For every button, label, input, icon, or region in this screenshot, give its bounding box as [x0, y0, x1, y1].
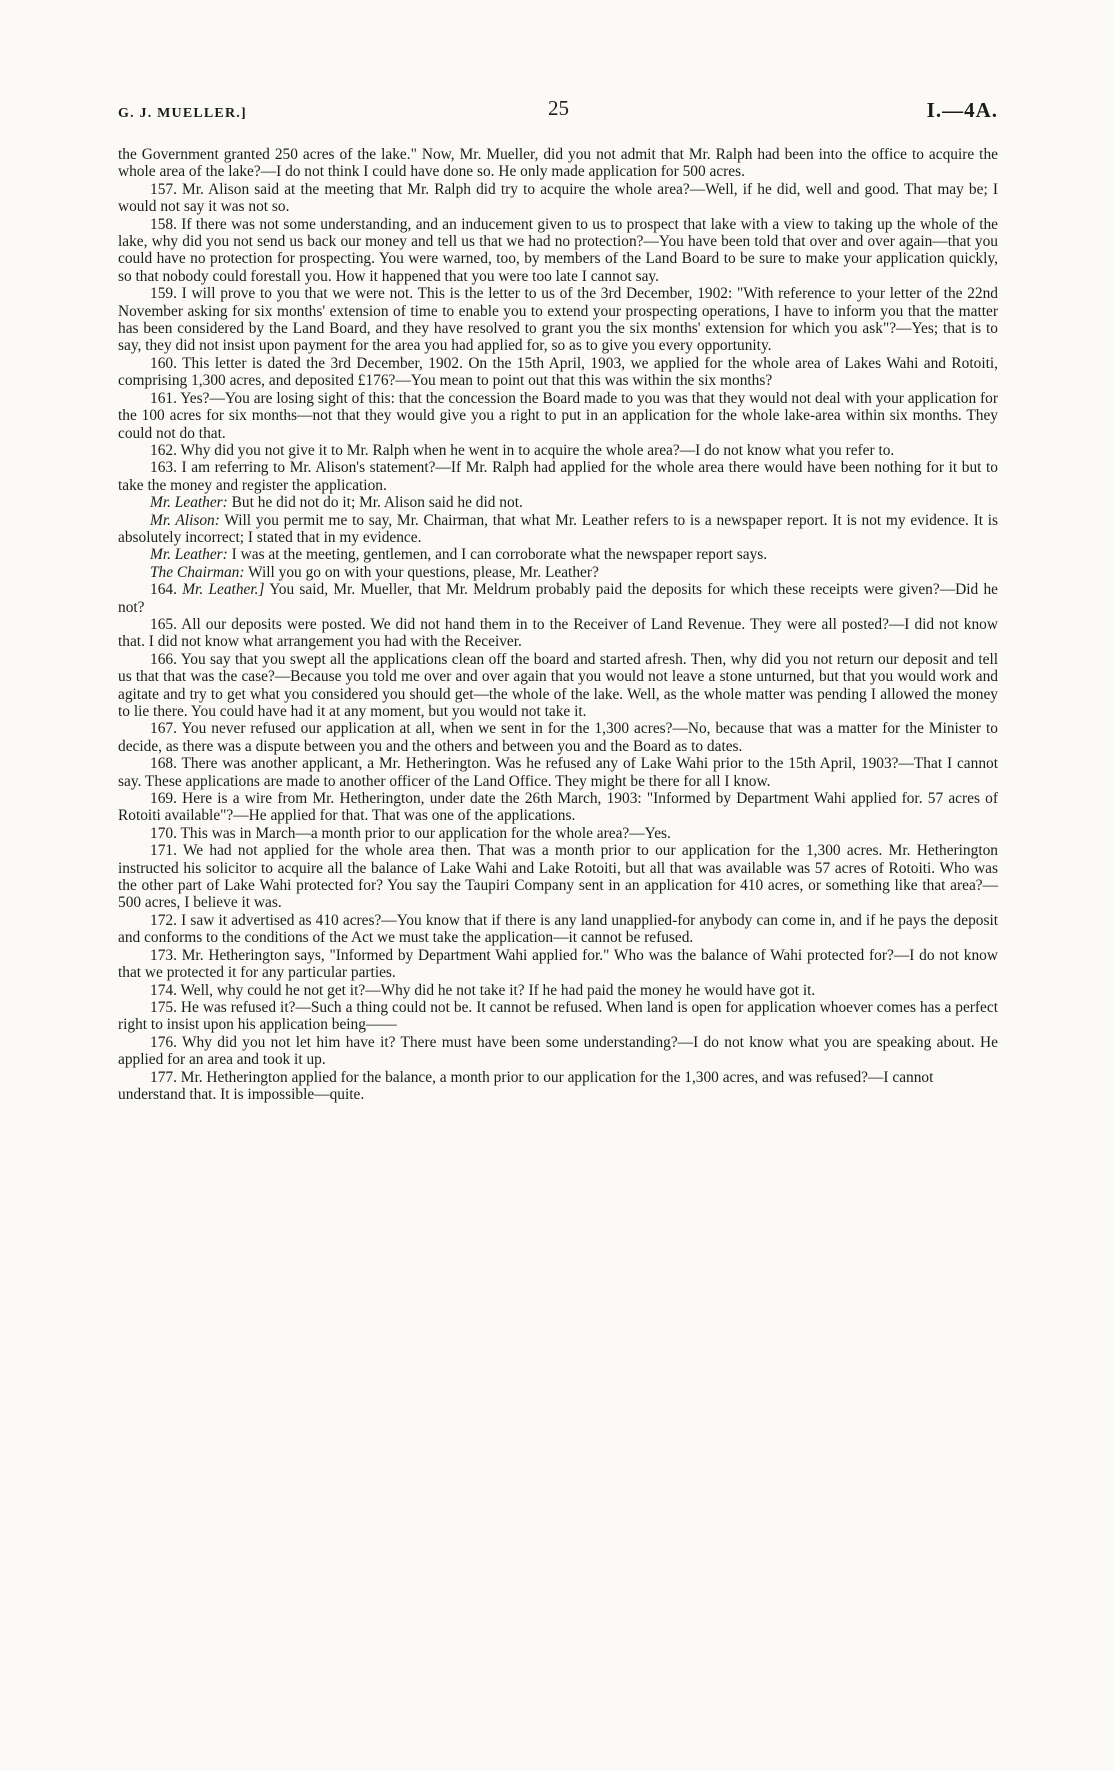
paragraph-text: 162. Why did you not give it to Mr. Ralph when he went in to acquire the whole area?—I do not know what you refer to. [150, 441, 895, 459]
paragraph [118, 912, 998, 947]
evidence-text [118, 146, 998, 1103]
paragraph-text: 170. This was in March—a month prior to our application for the whole area?—Yes. [150, 824, 671, 842]
paragraph-text: 173. Mr. Hetherington says, "Informed by Department Wahi applied for." Who was the balance of Wahi protected for?—I do not know that we protected it for any particular parties. [118, 946, 998, 982]
paragraph [118, 1069, 998, 1104]
paragraph [118, 999, 998, 1034]
paragraph [118, 564, 998, 581]
paragraph-text: 175. He was refused it?—Such a thing could not be. It cannot be refused. When land is open for application whoever comes has a perfect right to insist upon his application being—— [118, 998, 998, 1034]
paragraph [118, 512, 998, 547]
paragraph [118, 755, 998, 790]
speaker-label: Mr. Alison: [150, 511, 220, 529]
paragraph-text: 161. Yes?—You are losing sight of this: that the concession the Board made to you was that they would not deal with your application for the 100 acres for six months—not that they would give you a right to put in an application for the whole lake-area within six months. They could not do that. [118, 389, 998, 442]
paragraph [118, 825, 998, 842]
paragraph-text: Will you go on with your questions, please, Mr. Leather? [248, 563, 599, 581]
paragraph [118, 285, 998, 355]
paragraph-text: 172. I saw it advertised as 410 acres?—You know that if there is any land unapplied-for anybody can come in, and if he pays the deposit and conforms to the conditions of the Act we must take the application—it cannot be refused. [118, 911, 998, 947]
paragraph [118, 494, 998, 511]
paragraph [118, 581, 998, 616]
paragraph [118, 390, 998, 442]
paragraph-text: the Government granted 250 acres of the lake." Now, Mr. Mueller, did you not admit that Mr. Ralph had been into the office to acquire the whole area of the lake?—I do not think I could have done so. He only made application for 500 acres. [118, 146, 998, 181]
page-header [118, 96, 998, 128]
paragraph-text: 177. Mr. Hetherington applied for the balance, a month prior to our application for the 1,300 acres, and was refused?—I cannot understand that. It is impossible—quite. [118, 1068, 934, 1103]
paragraph [118, 546, 998, 563]
paragraph [118, 982, 998, 999]
speaker-label: The Chairman: [150, 563, 245, 581]
paragraph-text: 165. All our deposits were posted. We did not hand them in to the Receiver of Land Revenue. They were all posted?—I did not know that. I did not know what arrangement you had with the Receiver. [118, 615, 998, 651]
paragraph-text: You said, Mr. Mueller, that Mr. Meldrum probably paid the deposits for which these receipts were given?—Did he not? [118, 581, 998, 616]
paragraph-text: 159. I will prove to you that we were not. This is the letter to us of the 3rd December, 1902: "With reference to your letter of the 22nd November asking for six months' extension of time to enable you to extend your prospecting operations, I have to inform you that the matter has been considered by the Land Board, and they have resolved to grant you the six months' extension for which you ask"?—Yes; that is to say, they did not insist upon payment for the area you had applied for, so as to give you every opportunity. [118, 285, 998, 355]
paragraph [118, 181, 998, 216]
paragraph [118, 947, 998, 982]
paper-reference: I.—4A. [926, 98, 998, 122]
paragraph-text: 166. You say that you swept all the applications clean off the board and started afresh. Then, why did you not return our deposit and tell us that that was the case?—Because you told me over and over again that you would not leave a stone unturned, but that you would work and agitate and try to get what you considered you should get—the whole of the lake. Well, as the whole matter was pending I allowed the money to lie there. You could have had it at any moment, but you would not take it. [118, 650, 998, 720]
paragraph [118, 442, 998, 459]
paragraph-text: 174. Well, why could he not get it?—Why did he not take it? If he had paid the money he would have got it. [150, 981, 816, 999]
paragraph-text: Will you permit me to say, Mr. Chairman, that what Mr. Leather refers to is a newspaper report. It is not my evidence. It is absolutely incorrect; I stated that in my evidence. [118, 511, 998, 546]
paragraph-text: 169. Here is a wire from Mr. Hetherington, under date the 26th March, 1903: "Informed by Department Wahi applied for. 57 acres of Rotoiti available"?—He applied for that. That was one of the applications. [118, 790, 998, 825]
speaker-label: Mr. Leather: [150, 494, 228, 512]
witness-name: G. J. MUELLER.] [118, 106, 247, 121]
speaker-label: Mr. Leather.] [182, 581, 265, 599]
speaker-label: Mr. Leather: [150, 546, 228, 564]
paragraph [118, 355, 998, 390]
paragraph [118, 720, 998, 755]
paragraph-text: 158. If there was not some understanding, and an inducement given to us to prospect that lake with a view to taking up the whole of the lake, why did you not send us back our money and tell us that we had no protection?—You have been told that over and over again—that you could have no protection for prospecting. You were warned, too, by members of the Land Board to be sure to make your application quickly, so that nobody could forestall you. How it happened that you were too late I cannot say. [118, 215, 998, 285]
paragraph [118, 146, 998, 181]
paragraph [118, 616, 998, 651]
paragraph-text: But he did not do it; Mr. Alison said he did not. [231, 494, 523, 512]
paragraph [118, 790, 998, 825]
paragraph [118, 1034, 998, 1069]
paragraph-text: 167. You never refused our application at all, when we sent in for the 1,300 acres?—No, because that was a matter for the Minister to decide, as there was a dispute between you and the others and between you and the Board as to dates. [118, 720, 998, 755]
page-number: 25 [548, 96, 569, 120]
paragraph [118, 651, 998, 721]
paragraph-text: 163. I am referring to Mr. Alison's statement?—If Mr. Ralph had applied for the whole area there would have been nothing for it but to take the money and register the application. [118, 459, 998, 494]
paragraph-text: 168. There was another applicant, a Mr. Hetherington. Was he refused any of Lake Wahi prior to the 15th April, 1903?—That I cannot say. These applications are made to another officer of the Land Office. They might be there for all I know. [118, 755, 998, 790]
paragraph-text: I was at the meeting, gentlemen, and I can corroborate what the newspaper report says. [231, 546, 768, 564]
paragraph-text: 160. This letter is dated the 3rd December, 1902. On the 15th April, 1903, we applied for the whole area of Lakes Wahi and Rotoiti, comprising 1,300 acres, and deposited £176?—You mean to point out that this was within the six months? [118, 354, 998, 390]
paragraph [118, 842, 998, 912]
question-number: 164. [150, 581, 183, 599]
paragraph-text: 157. Mr. Alison said at the meeting that Mr. Ralph did try to acquire the whole area?—Well, if he did, well and good. That may be; I would not say it was not so. [118, 180, 998, 216]
paragraph [118, 459, 998, 494]
paragraph-text: 171. We had not applied for the whole area then. That was a month prior to our application for the 1,300 acres. Mr. Hetherington instructed his solicitor to acquire all the balance of Lake Wahi and Lake Rotoiti, but all that was available was 57 acres of Rotoiti. Who was the other part of Lake Wahi protected for? You say the Taupiri Company sent in an application for 410 acres, or something like that area?—500 acres, I believe it was. [118, 842, 998, 912]
paragraph-text: 176. Why did you not let him have it? There must have been some understanding?—I do not know what you are speaking about. He applied for an area and took it up. [118, 1033, 998, 1069]
paragraph [118, 216, 998, 286]
